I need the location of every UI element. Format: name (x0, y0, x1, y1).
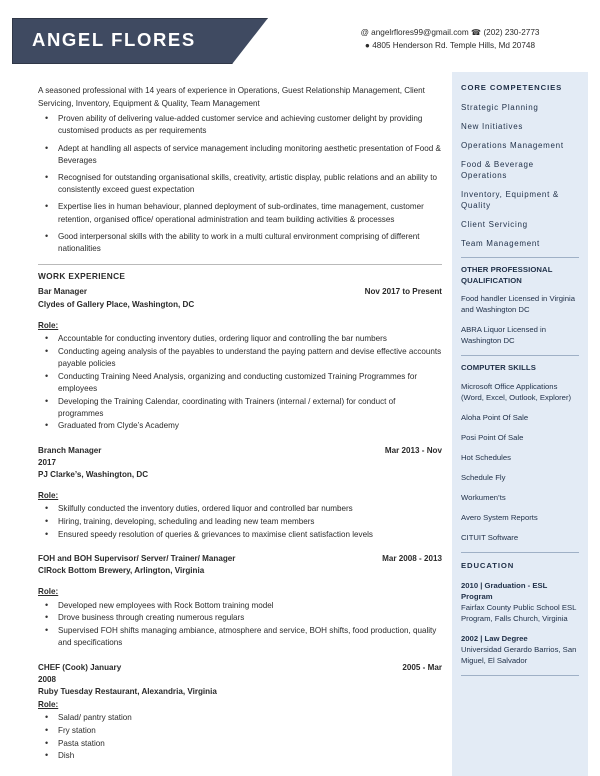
resume-header (12, 18, 588, 64)
list-item: • Conducting Training Need Analysis, organizing and conducting customized Training Programmes for employees (38, 371, 442, 395)
education-entry (461, 633, 579, 666)
list-item: Strategic Planning (461, 103, 539, 113)
heading-line-2: QUALIFICATION (461, 275, 522, 285)
job-title: Bar Manager (38, 287, 88, 297)
role-label: Role: (38, 320, 59, 330)
list-item: Microsoft Office Applications (Word, Excel, Outlook, Explorer) (461, 381, 572, 402)
list-item: ABRA Liquor Licensed in Washington DC (461, 325, 547, 346)
job-title-row (38, 662, 442, 674)
job-title-row (38, 445, 442, 457)
job-date-wrap: 2008 (38, 674, 57, 684)
list-item: Hot Schedules (461, 452, 511, 462)
spacer (38, 435, 442, 445)
spacer (38, 652, 442, 662)
job-title-row (38, 553, 442, 565)
list-item: • Adept at handling all aspects of service management including monitoring aesthetic presentation of Food & Beverages (38, 143, 442, 167)
heading-line-1: OTHER PROFESSIONAL (461, 265, 553, 275)
candidate-name: ANGEL FLORES (32, 29, 196, 50)
sidebar-divider (461, 675, 579, 676)
job-entry (38, 445, 442, 541)
list-item: • Expertise lies in human behaviour, planned deployment of sub-ordinates, time management, customer retention, organised office/ operational administration and team building activities & processes (38, 201, 442, 225)
list-item: Team Management (461, 239, 540, 249)
role-label: Role: (38, 491, 59, 501)
list-item: Operations Management (461, 141, 564, 151)
job-bullet-list (38, 333, 442, 433)
contact-line-1 (312, 26, 588, 39)
list-item: Inventory, Equipment & Quality (461, 190, 559, 211)
computer-skills-heading: COMPUTER SKILLS (461, 363, 536, 373)
education-entry (461, 580, 579, 624)
phone-icon: ☎ (470, 28, 482, 37)
list-item: Aloha Point Of Sale (461, 412, 529, 422)
spacer (38, 543, 442, 553)
job-date: Nov 2017 to Present (364, 287, 442, 297)
education-title: 2002 | Law Degree (461, 634, 528, 644)
list-item: • Developed new employees with Rock Bottom training model (38, 600, 442, 612)
list-item: • Ensured speedy resolution of queries & grievances to maximise client satisfaction levels (38, 529, 442, 541)
sidebar (452, 72, 588, 776)
job-bullet-list (38, 503, 442, 541)
list-item: • Graduated from Clyde’s Academy (38, 420, 442, 432)
job-company: Clydes of Gallery Place, Washington, DC (38, 299, 195, 309)
list-item: Workumen’ts (461, 492, 506, 502)
education-title: 2010 | Graduation - ESL Program (461, 581, 548, 602)
list-item: Food handler Licensed in Virginia and Washington DC (461, 294, 575, 315)
professional-summary (38, 85, 442, 255)
list-item: CITUIT Software (461, 532, 519, 542)
core-competencies-section (461, 82, 579, 249)
job-date: Mar 2008 - 2013 (382, 554, 442, 564)
education-detail: Universidad Gerardo Barrios, San Miguel, El Salvador (461, 645, 577, 666)
job-title: CHEF (Cook) January (38, 662, 122, 672)
job-entry (38, 553, 442, 649)
address-text: 4805 Henderson Rd. Temple Hills, Md 20748 (372, 41, 535, 50)
contact-info (312, 26, 588, 52)
list-item: • Recognised for outstanding organisational skills, creativity, artistic display, public relations and an ability to consistently exceed guest expectation (38, 172, 442, 196)
list-item: • Fry station (38, 725, 442, 737)
list-item: • Accountable for conducting inventory duties, ordering liquor and controlling the bar numbers (38, 333, 442, 345)
list-item: • Drove business through creating numerous regulars (38, 612, 442, 624)
list-item: Food & Beverage Operations (461, 160, 534, 181)
education-heading: EDUCATION (461, 560, 515, 570)
job-title: Branch Manager (38, 445, 102, 455)
role-label: Role: (38, 587, 59, 597)
list-item: • Salad/ pantry station (38, 712, 442, 724)
computer-skills-section (461, 363, 579, 543)
job-date: Mar 2013 - Nov (384, 445, 442, 455)
job-date-wrap: 2017 (38, 457, 57, 467)
list-item: • Developing the Training Calendar, coordinating with Trainers (internal / external) for conduct of programmes (38, 396, 442, 420)
sidebar-divider (461, 552, 579, 553)
list-item: • Hiring, training, developing, scheduling and leading new team members (38, 516, 442, 528)
job-bullet-list (38, 600, 442, 650)
at-icon: @ (360, 28, 369, 37)
job-title: FOH and BOH Supervisor/ Server/ Trainer/ Manager (38, 554, 236, 564)
phone-text[interactable]: (202) 230-2773 (483, 28, 540, 37)
map-pin-icon: ● (364, 41, 370, 50)
summary-intro: A seasoned professional with 14 years of experience in Operations, Guest Relationship Management, Client Servicing, Inventory, Equipment & Quality, Team Management (38, 86, 425, 108)
list-item: • Proven ability of delivering value-added customer service and achieving customer delight by providing customised products as per requirements (38, 113, 442, 137)
list-item: New Initiatives (461, 122, 524, 132)
job-company: Ruby Tuesday Restaurant, Alexandria, Virginia (38, 686, 217, 696)
contact-line-2 (312, 39, 588, 52)
section-divider (38, 264, 442, 265)
job-company: ClRock Bottom Brewery, Arlington, Virginia (38, 566, 205, 576)
job-date: 2005 - Mar (402, 662, 442, 672)
list-item: Client Servicing (461, 220, 528, 230)
email-text[interactable]: angelrflores99@gmail.com (371, 28, 469, 37)
job-entry (38, 662, 442, 763)
list-item: Schedule Fly (461, 472, 506, 482)
list-item: • Pasta station (38, 738, 442, 750)
list-item: • Supervised FOH shifts managing ambiance, atmosphere and service, BOH shifts, food production, quality and specifications (38, 625, 442, 649)
core-competencies-heading: CORE COMPETENCIES (461, 83, 563, 92)
main-content (38, 85, 442, 765)
job-bullet-list (38, 712, 442, 762)
job-entry (38, 286, 442, 432)
sidebar-divider (461, 355, 579, 356)
education-section (461, 560, 579, 666)
education-detail: Fairfax County Public School ESL Program, Falls Church, Virginia (461, 603, 577, 624)
list-item: • Dish (38, 750, 442, 762)
list-item: • Good interpersonal skills with the ability to work in a multi cultural environment comprising of different nationalities (38, 231, 442, 255)
list-item: Avero System Reports (461, 512, 538, 522)
job-company: PJ Clarke’s, Washington, DC (38, 470, 149, 480)
work-experience-section (38, 270, 442, 762)
summary-bullet-list (38, 113, 442, 255)
job-title-row (38, 286, 442, 298)
other-qualification-heading (461, 265, 579, 286)
role-label: Role: (38, 700, 59, 710)
list-item: • Skilfully conducted the inventory duties, ordered liquor and controlled bar numbers (38, 503, 442, 515)
list-item: • Conducting ageing analysis of the payables to understand the paying pattern and devise effective accounts payable policies (38, 346, 442, 370)
list-item: Posi Point Of Sale (461, 432, 524, 442)
work-experience-heading: WORK EXPERIENCE (38, 271, 126, 282)
sidebar-divider (461, 257, 579, 258)
other-qualification-section (461, 265, 579, 346)
